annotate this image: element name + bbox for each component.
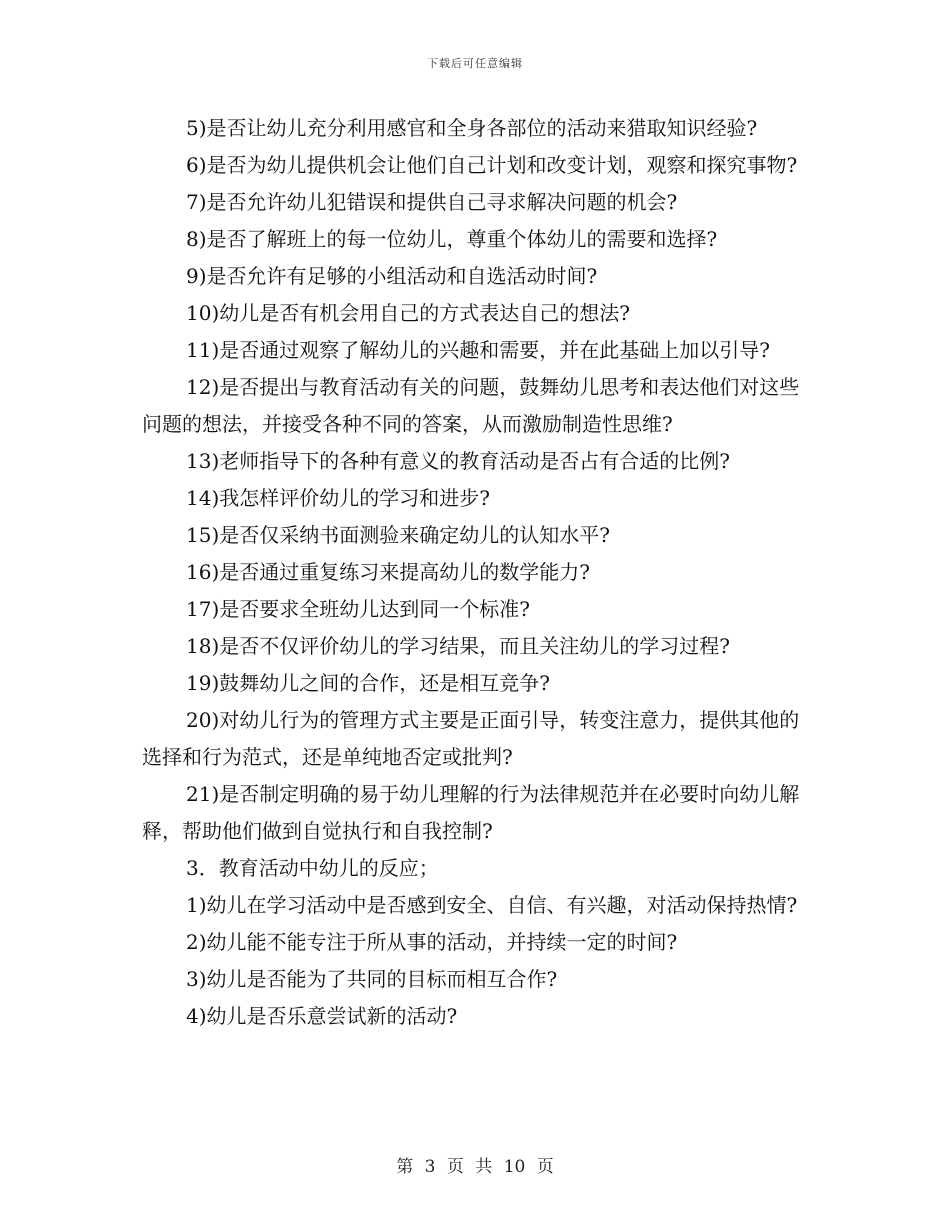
paragraph-item-5: 5)是否让幼儿充分利用感官和全身各部位的活动来猎取知识经验?	[186, 116, 758, 140]
paragraph-item-13: 13)老师指导下的各种有意义的教育活动是否占有合适的比例?	[186, 449, 730, 473]
paragraph-item-16: 16)是否通过重复练习来提高幼儿的数学能力?	[186, 560, 590, 584]
page-footer: 第 3 页 共 10 页	[396, 1157, 554, 1177]
paragraph-reaction-1: 1)幼儿在学习活动中是否感到安全、自信、有兴趣，对活动保持热情?	[186, 893, 798, 917]
paragraph-reaction-2: 2)幼儿能不能专注于所从事的活动，并持续一定的时间?	[186, 930, 678, 954]
paragraph-item-7: 7)是否允许幼儿犯错误和提供自己寻求解决问题的机会?	[186, 190, 678, 214]
paragraph-item-6: 6)是否为幼儿提供机会让他们自己计划和改变计划，观察和探究事物?	[186, 153, 798, 177]
paragraph-item-15: 15)是否仅采纳书面测验来确定幼儿的认知水平?	[186, 523, 610, 547]
paragraph-item-10: 10)幼儿是否有机会用自己的方式表达自己的想法?	[186, 301, 630, 325]
paragraph-item-17: 17)是否要求全班幼儿达到同一个标准?	[186, 597, 530, 621]
paragraph-item-9: 9)是否允许有足够的小组活动和自选活动时间?	[186, 264, 598, 288]
paragraph-reaction-4: 4)幼儿是否乐意尝试新的活动?	[186, 1004, 458, 1028]
paragraph-item-14: 14)我怎样评价幼儿的学习和进步?	[186, 486, 490, 510]
paragraph-item-11: 11)是否通过观察了解幼儿的兴趣和需要，并在此基础上加以引导?	[186, 338, 770, 362]
page-header: 下载后可任意编辑	[427, 57, 523, 70]
document-body	[142, 110, 808, 1035]
paragraph-reaction-3: 3)幼儿是否能为了共同的目标而相互合作?	[186, 967, 558, 991]
paragraph-item-21: 21)是否制定明确的易于幼儿理解的行为法律规范并在必要时向幼儿解释，帮助他们做到自觉执行和自我控制?	[142, 782, 800, 843]
paragraph-item-18: 18)是否不仅评价幼儿的学习结果，而且关注幼儿的学习过程?	[186, 634, 730, 658]
paragraph-item-19: 19)鼓舞幼儿之间的合作，还是相互竞争?	[186, 671, 550, 695]
paragraph-item-20: 20)对幼儿行为的管理方式主要是正面引导，转变注意力，提供其他的选择和行为范式，还是单纯地否定或批判?	[142, 708, 800, 769]
paragraph-item-8: 8)是否了解班上的每一位幼儿，尊重个体幼儿的需要和选择?	[186, 227, 718, 251]
paragraph-item-12: 12)是否提出与教育活动有关的问题，鼓舞幼儿思考和表达他们对这些问题的想法，并接受各种不同的答案，从而激励制造性思维?	[142, 375, 800, 436]
section-heading-3: 3．教育活动中幼儿的反应；	[186, 856, 439, 880]
